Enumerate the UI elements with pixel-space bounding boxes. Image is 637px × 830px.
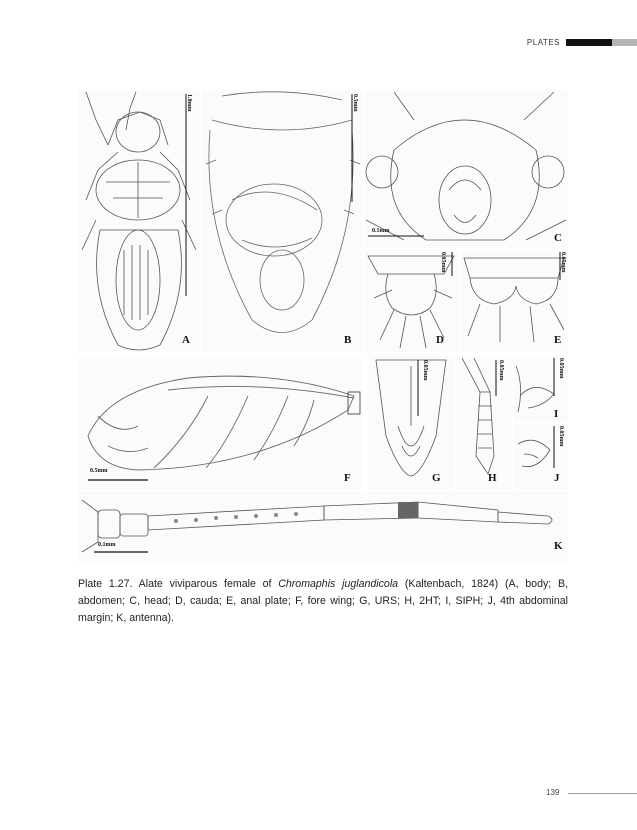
body-drawing-illustration xyxy=(78,90,200,352)
anal-plate-drawing-illustration xyxy=(460,250,568,352)
panel-g-urs xyxy=(368,356,454,490)
abdomen-drawing-illustration xyxy=(202,90,362,352)
panel-letter-b: B xyxy=(344,334,352,346)
panel-f-fore-wing xyxy=(78,356,362,490)
scale-label-i: 0.05mm xyxy=(558,358,564,379)
head-drawing-illustration xyxy=(364,90,568,248)
scale-label-g: 0.05mm xyxy=(422,360,428,381)
panel-letter-c: C xyxy=(554,232,562,244)
caption-text-start: Plate 1.27. Alate viviparous female of xyxy=(78,578,279,590)
panel-letter-h: H xyxy=(488,472,497,484)
panel-b-abdomen xyxy=(202,90,362,352)
panel-letter-e: E xyxy=(554,334,562,346)
panel-d-cauda xyxy=(364,250,458,352)
panel-h-2ht xyxy=(456,356,512,490)
scale-label-b: 0.5mm xyxy=(352,94,358,112)
header-bar-dark xyxy=(566,39,612,46)
panel-a-body xyxy=(78,90,200,352)
urs-drawing-illustration xyxy=(368,356,454,490)
panel-j-abdominal-margin xyxy=(514,424,568,490)
page-number: 139 xyxy=(546,788,560,797)
panel-letter-d: D xyxy=(436,334,444,346)
panel-letter-f: F xyxy=(344,472,351,484)
scale-label-h: 0.05mm xyxy=(498,360,504,381)
caption-species-name: Chromaphis juglandicola xyxy=(278,578,399,590)
scale-label-f: 0.5mm xyxy=(90,468,108,474)
scale-label-k: 0.1mm xyxy=(98,542,116,548)
antenna-drawing-illustration xyxy=(78,492,568,562)
scale-label-a: 1.0mm xyxy=(186,94,192,112)
caption-text-end: (Kaltenbach, 1824) (A, body; B, abdomen; C, head; D, cauda; E, anal plate; F, fore wing; G, URS; H, 2HT; I, SIPH; J, 4th abdominal margin; K, antenna). xyxy=(78,578,568,624)
header-bar-light xyxy=(612,39,637,46)
panel-c-head xyxy=(364,90,568,248)
scale-label-j: 0.05mm xyxy=(558,426,564,447)
scale-label-e: 0.05mm xyxy=(560,252,566,273)
footer-rule xyxy=(568,793,637,794)
panel-e-anal-plate xyxy=(460,250,568,352)
fore-wing-drawing-illustration xyxy=(78,356,362,490)
panel-letter-j: J xyxy=(554,472,560,484)
header-label: PLATES xyxy=(526,37,560,47)
scale-label-c: 0.1mm xyxy=(372,228,390,234)
panel-i-siph xyxy=(514,356,568,422)
figure-plate xyxy=(78,90,568,562)
figure-caption xyxy=(78,576,568,627)
panel-k-antenna xyxy=(78,492,568,562)
running-header xyxy=(527,36,637,48)
panel-letter-i: I xyxy=(554,408,559,420)
panel-letter-k: K xyxy=(554,540,563,552)
panel-letter-a: A xyxy=(182,334,190,346)
panel-letter-g: G xyxy=(432,472,441,484)
scale-label-d: 0.05mm xyxy=(440,252,446,273)
